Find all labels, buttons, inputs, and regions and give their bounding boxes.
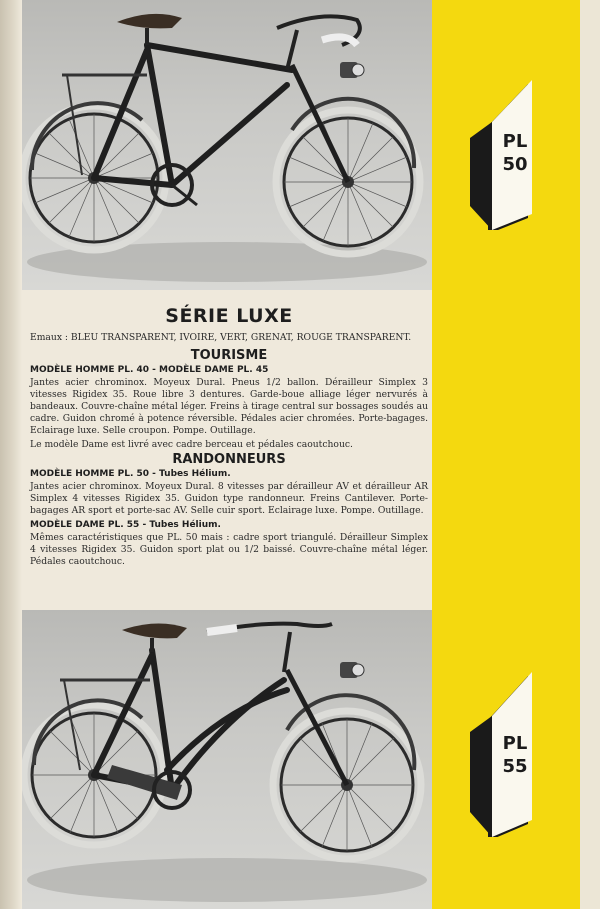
- tourisme-model-line: MODÈLE HOMME PL. 40 - MODÈLE DAME PL. 45: [30, 365, 269, 375]
- ladies-bicycle-illustration: [22, 610, 432, 909]
- bicycle-photo-top: [22, 0, 432, 290]
- tag-pl55-line2: 55: [502, 756, 528, 777]
- model-tag-pl55: [470, 672, 532, 837]
- tag-pl55-line1: PL: [502, 733, 528, 754]
- mens-bicycle-illustration: [22, 0, 432, 290]
- bicycle-photo-bottom: [22, 610, 432, 909]
- tag-pl50-line1: PL: [502, 131, 528, 152]
- emaux-colors: Emaux : BLEU TRANSPARENT, IVOIRE, VERT, GRENAT, ROUGE TRANSPARENT.: [30, 332, 412, 343]
- tourisme-description: Jantes acier chrominox. Moyeux Dural. Pneus 1/2 ballon. Dérailleur Simplex 3 vitesses Rigidex 35. Roue libre 3 dentures. Garde-boue alliage léger nervurés à bandeaux. Couvre-chaîne métal léger. Freins à tirage central sur bossages soudés au cadre. Guidon chromé à potence réversible. Pédales acier chromées. Porte-bagages. Eclairage luxe. Selle croupon. Pompe. Outillage.: [30, 377, 428, 436]
- series-title: SÉRIE LUXE: [165, 305, 293, 327]
- model-tag-pl50: [470, 80, 532, 230]
- catalog-text: [30, 305, 428, 570]
- page-gutter-shadow: [0, 0, 22, 909]
- randonneurs-description-homme: Jantes acier chrominox. Moyeux Dural. 8 vitesses par dérailleur AV et dérailleur AR Simplex 4 vitesses Rigidex 35. Guidon type randonneur. Freins Cantilever. Porte-bagages AR sport et porte-sac AV. Selle cuir sport. Eclairage luxe. Pompe. Outillage.: [30, 481, 428, 516]
- heading-tourisme: TOURISME: [190, 348, 268, 363]
- page-right-margin: [580, 0, 600, 909]
- randonneurs-description-dame: Mêmes caractéristiques que PL. 50 mais : cadre sport triangulé. Dérailleur Simplex 4 vitesses Rigidex 35. Guidon sport plat ou 1/2 baissé. Couvre-chaîne métal léger. Pédales caoutchouc.: [30, 532, 428, 567]
- heading-randonneurs: RANDONNEURS: [172, 452, 286, 467]
- randonneurs-model-homme: MODÈLE HOMME PL. 50 - Tubes Hélium.: [30, 469, 231, 479]
- tag-pl50-line2: 50: [502, 154, 528, 175]
- tourisme-note: Le modèle Dame est livré avec cadre berceau et pédales caoutchouc.: [30, 439, 353, 450]
- randonneurs-model-dame: MODÈLE DAME PL. 55 - Tubes Hélium.: [30, 520, 221, 530]
